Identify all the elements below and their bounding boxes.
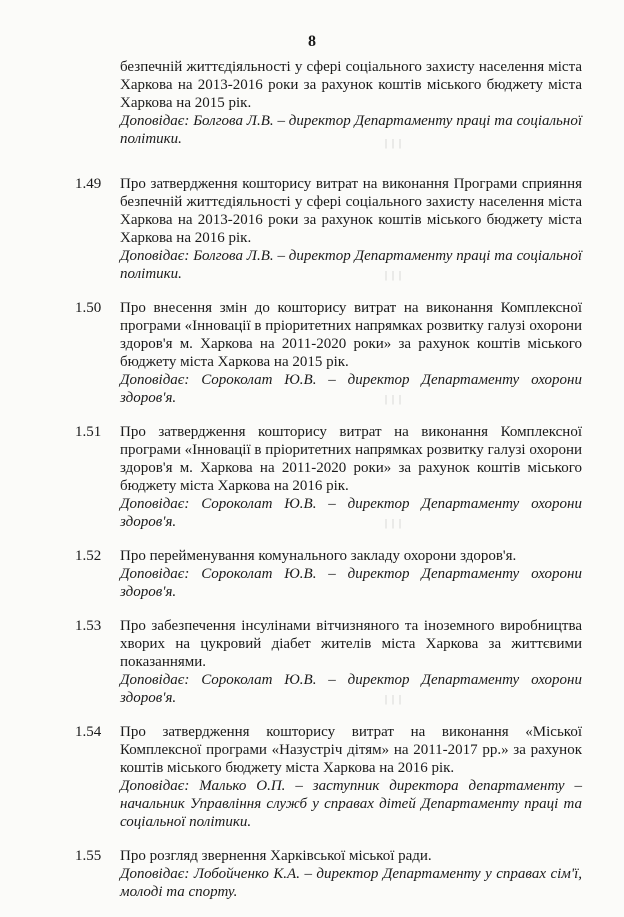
item-body [120, 723, 582, 831]
item-speaker: Доповідає: Сороколат Ю.В. – директор Департаменту охорони здоров'я. [120, 496, 582, 530]
item-number: 1.53 [75, 618, 102, 634]
item-speaker: Доповідає: Сороколат Ю.В. – директор Департаменту охорони здоров'я. [120, 566, 582, 600]
item-speaker: Доповідає: Лобойченко К.А. – директор Департаменту у справах сім'ї, молоді та спорту. [120, 866, 582, 900]
item-title: Про забезпечення інсулінами вітчизняного та іноземного виробництва хворих на цукровий діабет жителів міста Харкова за життєвими показаннями. [120, 618, 582, 670]
item-title: Про затвердження кошторису витрат на виконання «Міської Комплексної програми «Назустріч дітям» на 2011-2017 рр.» за рахунок коштів міського бюджету міста Харкова на 2016 рік. [120, 724, 582, 776]
item-speaker: Доповідає: Малько О.П. – заступник директора департаменту – начальник Управління служб у справах дітей Департаменту праці та соціальної політики. [120, 778, 582, 830]
item-title: Про перейменування комунального закладу охорони здоров'я. [120, 548, 517, 564]
item-number: 1.49 [75, 176, 102, 192]
item-title: Про затвердження кошторису витрат на виконання Комплексної програми «Інновації в пріоритетних напрямках розвитку галузі охорони здоров'я м. Харкова на 2011-2020 роки» за рахунок коштів міського бюджету міста Харкова на 2016 рік. [120, 424, 582, 494]
agenda-list [0, 58, 624, 917]
scan-mark: ||| [385, 694, 407, 705]
item-body [120, 547, 582, 601]
item-number: 1.52 [75, 548, 102, 564]
agenda-item-1-55 [0, 847, 624, 901]
item-body [120, 423, 582, 531]
item-body [120, 847, 582, 901]
page-number: 8 [308, 33, 316, 50]
item-speaker: Доповідає: Болгова Л.В. – директор Департаменту праці та соціальної політики. [120, 113, 582, 147]
agenda-item-1-50 [0, 299, 624, 407]
item-body [120, 299, 582, 407]
item-title: Про внесення змін до кошторису витрат на виконання Комплексної програми «Інновації в пріоритетних напрямках розвитку галузі охорони здоров'я м. Харкова на 2011-2020 роки» за рахунок коштів міського бюджету міста Харкова на 2015 рік. [120, 300, 582, 370]
agenda-item-1-52 [0, 547, 624, 601]
agenda-item-1-49 [0, 175, 624, 283]
item-speaker: Доповідає: Болгова Л.В. – директор Департаменту праці та соціальної політики. [120, 248, 582, 282]
item-speaker: Доповідає: Сороколат Ю.В. – директор Департаменту охорони здоров'я. [120, 372, 582, 406]
item-title: безпечній життєдіяльності у сфері соціального захисту населення міста Харкова на 2013-2016 роки за рахунок коштів міського бюджету міста Харкова на 2015 рік. [120, 59, 582, 111]
scan-mark: ||| [385, 394, 407, 405]
scan-mark: ||| [385, 138, 407, 149]
item-title: Про затвердження кошторису витрат на виконання Програми сприяння безпечній життєдіяльності у сфері соціального захисту населення міста Харкова на 2013-2016 роки за рахунок коштів міського бюджету міста Харкова на 2016 рік. [120, 176, 582, 246]
item-number: 1.54 [75, 724, 102, 740]
agenda-item-1-54 [0, 723, 624, 831]
scan-mark: ||| [385, 518, 407, 529]
item-number: 1.50 [75, 300, 102, 316]
agenda-item-1-51 [0, 423, 624, 531]
item-speaker: Доповідає: Сороколат Ю.В. – директор Департаменту охорони здоров'я. [120, 672, 582, 706]
item-body [120, 58, 582, 148]
item-number: 1.55 [75, 848, 102, 864]
agenda-item-1-53 [0, 617, 624, 707]
item-body [120, 617, 582, 707]
item-title: Про розгляд звернення Харківської міської ради. [120, 848, 432, 864]
item-number: 1.51 [75, 424, 102, 440]
scan-mark: ||| [385, 270, 407, 281]
item-body [120, 175, 582, 283]
agenda-item-continued [0, 58, 624, 148]
